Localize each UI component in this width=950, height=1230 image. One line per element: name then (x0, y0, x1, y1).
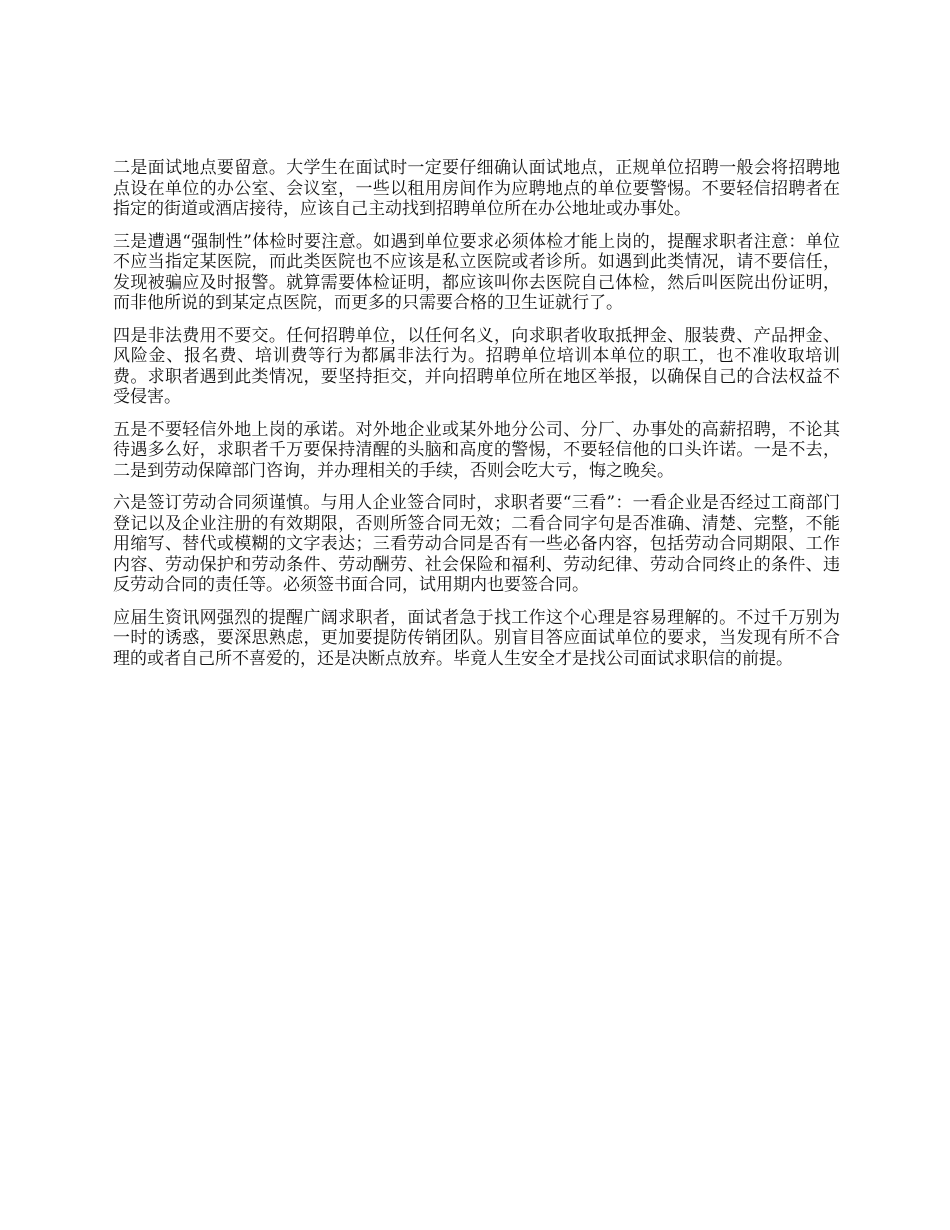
paragraph-mandatory-checkup: 三是遭遇“强制性”体检时要注意。如遇到单位要求必须体检才能上岗的，提醒求职者注意：单位不应当指定某医院，而此类医院也不应该是私立医院或者诊所。如遇到此类情况，请不要信任，发现被骗应及时报警。就算需要体检证明，都应该叫你去医院自己体检，然后叫医院出份证明，而非他所说的到某定点医院，而更多的只需要合格的卫生证就行了。 (113, 231, 840, 313)
paragraph-interview-location: 二是面试地点要留意。大学生在面试时一定要仔细确认面试地点，正规单位招聘一般会将招聘地点设在单位的办公室、会议室，一些以租用房间作为应聘地点的单位要警惕。不要轻信招聘者在指定的街道或酒店接待，应该自己主动找到招聘单位所在办公地址或办事处。 (113, 158, 840, 219)
paragraph-remote-job-promises: 五是不要轻信外地上岗的承诺。对外地企业或某外地分公司、分厂、办事处的高薪招聘，不论其待遇多么好，求职者千万要保持清醒的头脑和高度的警惕，不要轻信他的口头许诺。一是不去，二是到劳动保障部门咨询，并办理相关的手续，否则会吃大亏，悔之晚矣。 (113, 419, 840, 481)
document-body (113, 158, 840, 681)
paragraph-closing-reminder: 应届生资讯网强烈的提醒广阔求职者，面试者急于找工作这个心理是容易理解的。不过千万别为一时的诱惑，要深思熟虑，更加要提防传销团队。别盲目答应面试单位的要求，当发现有所不合理的或者自己所不喜爱的，还是决断点放弃。毕竟人生安全才是找公司面试求职信的前提。 (113, 607, 840, 669)
paragraph-illegal-fees: 四是非法费用不要交。任何招聘单位，以任何名义，向求职者收取抵押金、服装费、产品押金、风险金、报名费、培训费等行为都属非法行为。招聘单位培训本单位的职工，也不准收取培训费。求职者遇到此类情况，要坚持拒交，并向招聘单位所在地区举报，以确保自己的合法权益不受侵害。 (113, 325, 840, 407)
paragraph-labor-contract: 六是签订劳动合同须谨慎。与用人企业签合同时，求职者要“三看”：一看企业是否经过工商部门登记以及企业注册的有效期限，否则所签合同无效；二看合同字句是否准确、清楚、完整，不能用缩写、替代或模糊的文字表达；三看劳动合同是否有一些必备内容，包括劳动合同期限、工作内容、劳动保护和劳动条件、劳动酬劳、社会保险和福利、劳动纪律、劳动合同终止的条件、违反劳动合同的责任等。必须签书面合同，试用期内也要签合同。 (113, 493, 840, 595)
